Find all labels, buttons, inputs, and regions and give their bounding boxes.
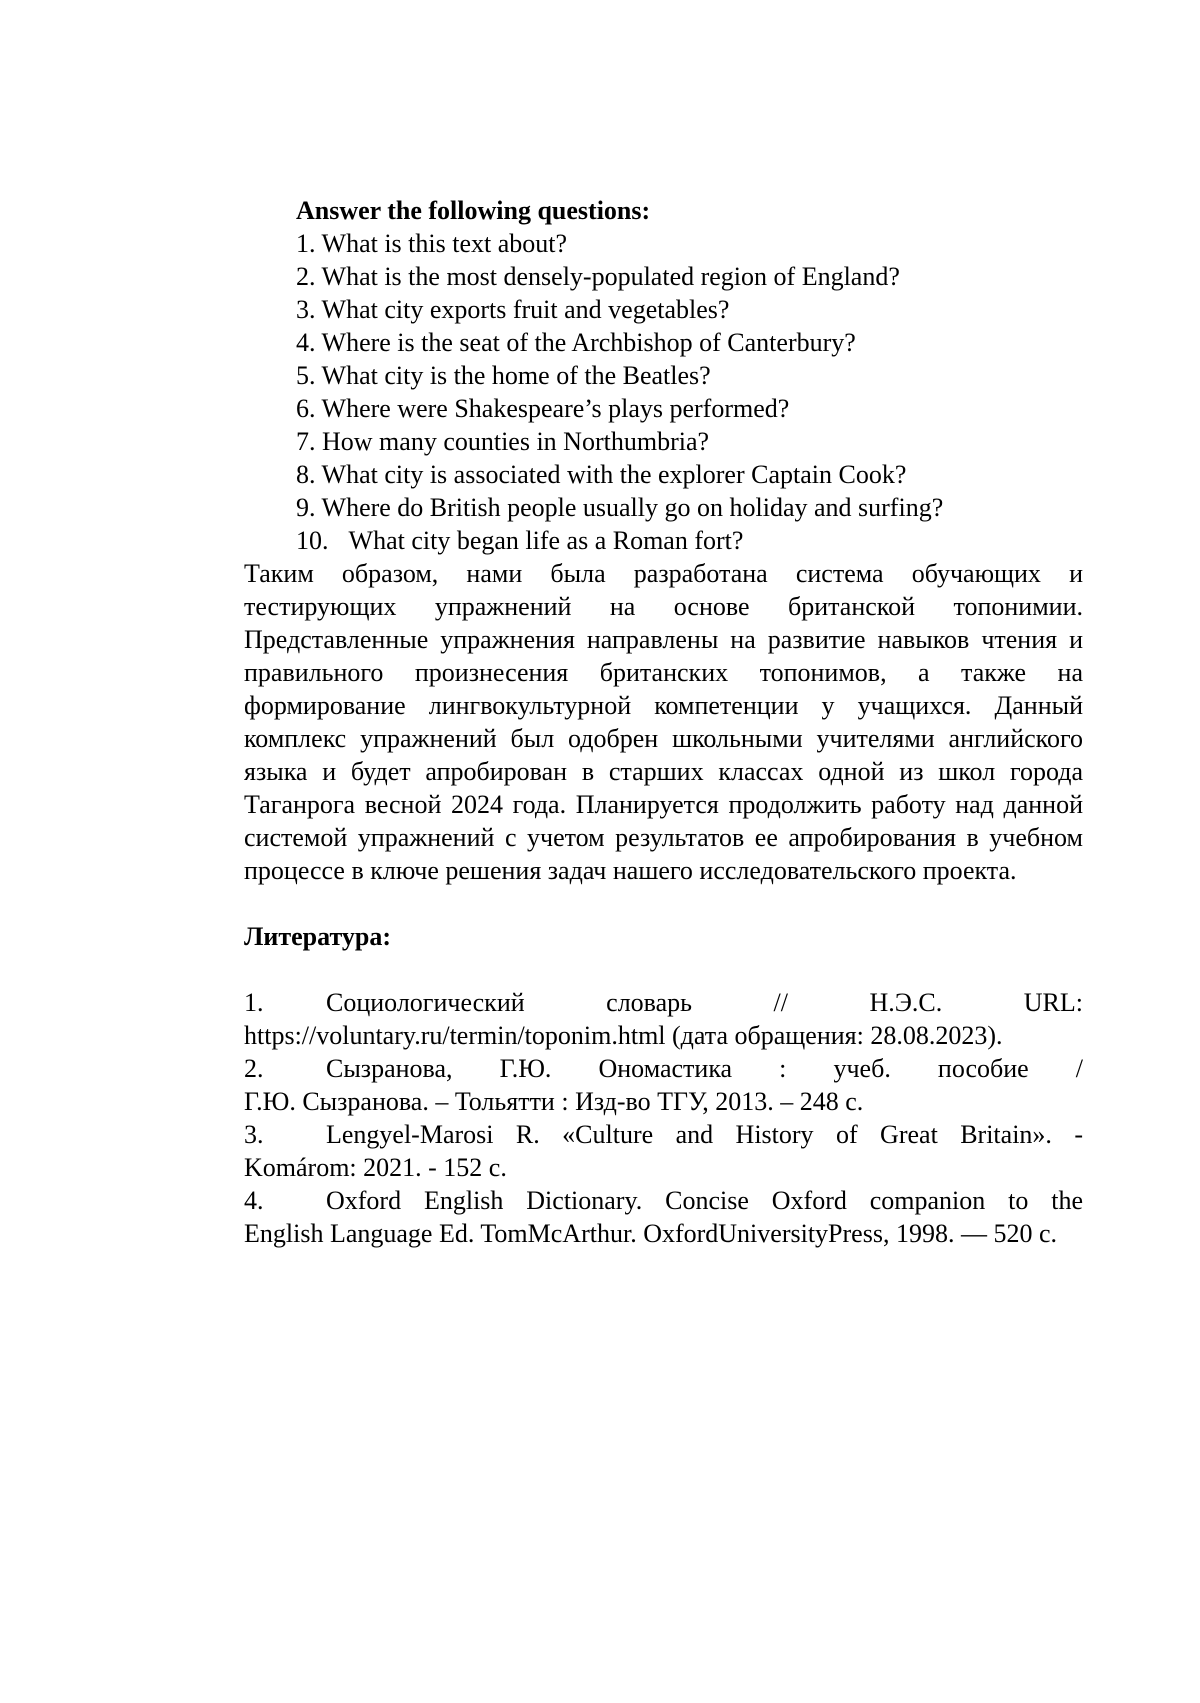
literature-heading: Литература: [244,922,391,951]
reference-first-line [244,986,1083,1019]
question-number: 3. [296,295,316,324]
reference-first-line [244,1052,1083,1085]
page-content [244,194,1083,1250]
reference-item [244,1118,1083,1184]
question-text: Where is the seat of the Archbishop of Canterbury? [321,328,856,357]
reference-rest-text: Komárom: 2021. - 152 с. [244,1153,507,1182]
question-item [296,491,1083,524]
reference-first-text: Сызранова, Г.Ю. Ономастика : учеб. пособие / [326,1054,1083,1083]
question-item [296,359,1083,392]
question-number: 7. [296,427,316,456]
question-number: 6. [296,394,316,423]
question-number: 1. [296,229,316,258]
reference-number: 4. [244,1186,264,1215]
reference-rest-text: English Language Ed. TomMcArthur. OxfordUniversityPress, 1998. — 520 с. [244,1219,1057,1248]
question-text: What city began life as a Roman fort? [348,526,744,555]
reference-item [244,1052,1083,1118]
question-text: How many counties in Northumbria? [322,427,710,456]
question-item [296,458,1083,491]
question-item [296,227,1083,260]
question-item [296,425,1083,458]
reference-rest-text: Г.Ю. Сызранова. – Тольятти : Изд-во ТГУ, 2013. – 248 с. [244,1087,864,1116]
literature-list [244,986,1083,1250]
question-text: What is the most densely-populated region of England? [321,262,900,291]
question-number: 4. [296,328,316,357]
questions-block [244,194,1083,557]
conclusion-paragraph: Таким образом, нами была разработана система обучающих и тестирующих упражнений на основе британской топонимии. Представленные упражнения направлены на развитие навыков чтения и правильного произнесения британских топонимов, а также на формирование лингвокультурной компетенции у учащихся. Данный комплекс упражнений был одобрен школьными учителями английского языка и будет апробирован в старших классах одной из школ города Таганрога весной 2024 года. Планируется продолжить работу над данной системой упражнений с учетом результатов ее апробирования в учебном процессе в ключе решения задач нашего исследовательского проекта. [244,559,1083,885]
reference-rest-text: https://voluntary.ru/termin/toponim.html (дата обращения: 28.08.2023). [244,1021,1003,1050]
reference-item [244,1184,1083,1250]
question-item [296,293,1083,326]
question-item [296,524,1083,557]
reference-first-text: Oxford English Dictionary. Concise Oxford companion to the [326,1186,1083,1215]
question-text: What city is associated with the explorer Captain Cook? [321,460,907,489]
question-text: Where do British people usually go on holiday and surfing? [321,493,944,522]
question-text: What city exports fruit and vegetables? [321,295,730,324]
question-number: 9. [296,493,316,522]
question-number: 2. [296,262,316,291]
reference-number: 2. [244,1054,264,1083]
question-text: What is this text about? [321,229,568,258]
question-number: 5. [296,361,316,390]
question-text: What city is the home of the Beatles? [321,361,711,390]
reference-item [244,986,1083,1052]
reference-first-text: Lengyel-Marosi R. «Culture and History of Great Britain». - [326,1120,1083,1149]
question-number: 8. [296,460,316,489]
reference-first-text: Социологический словарь // Н.Э.С. URL: [326,988,1083,1017]
reference-number: 3. [244,1120,264,1149]
question-item [296,260,1083,293]
reference-first-line [244,1118,1083,1151]
questions-title: Answer the following questions: [296,196,651,225]
question-text: Where were Shakespeare’s plays performed? [321,394,790,423]
reference-first-line [244,1184,1083,1217]
question-number: 10. [296,526,329,555]
reference-number: 1. [244,988,264,1017]
question-item [296,326,1083,359]
question-item [296,392,1083,425]
